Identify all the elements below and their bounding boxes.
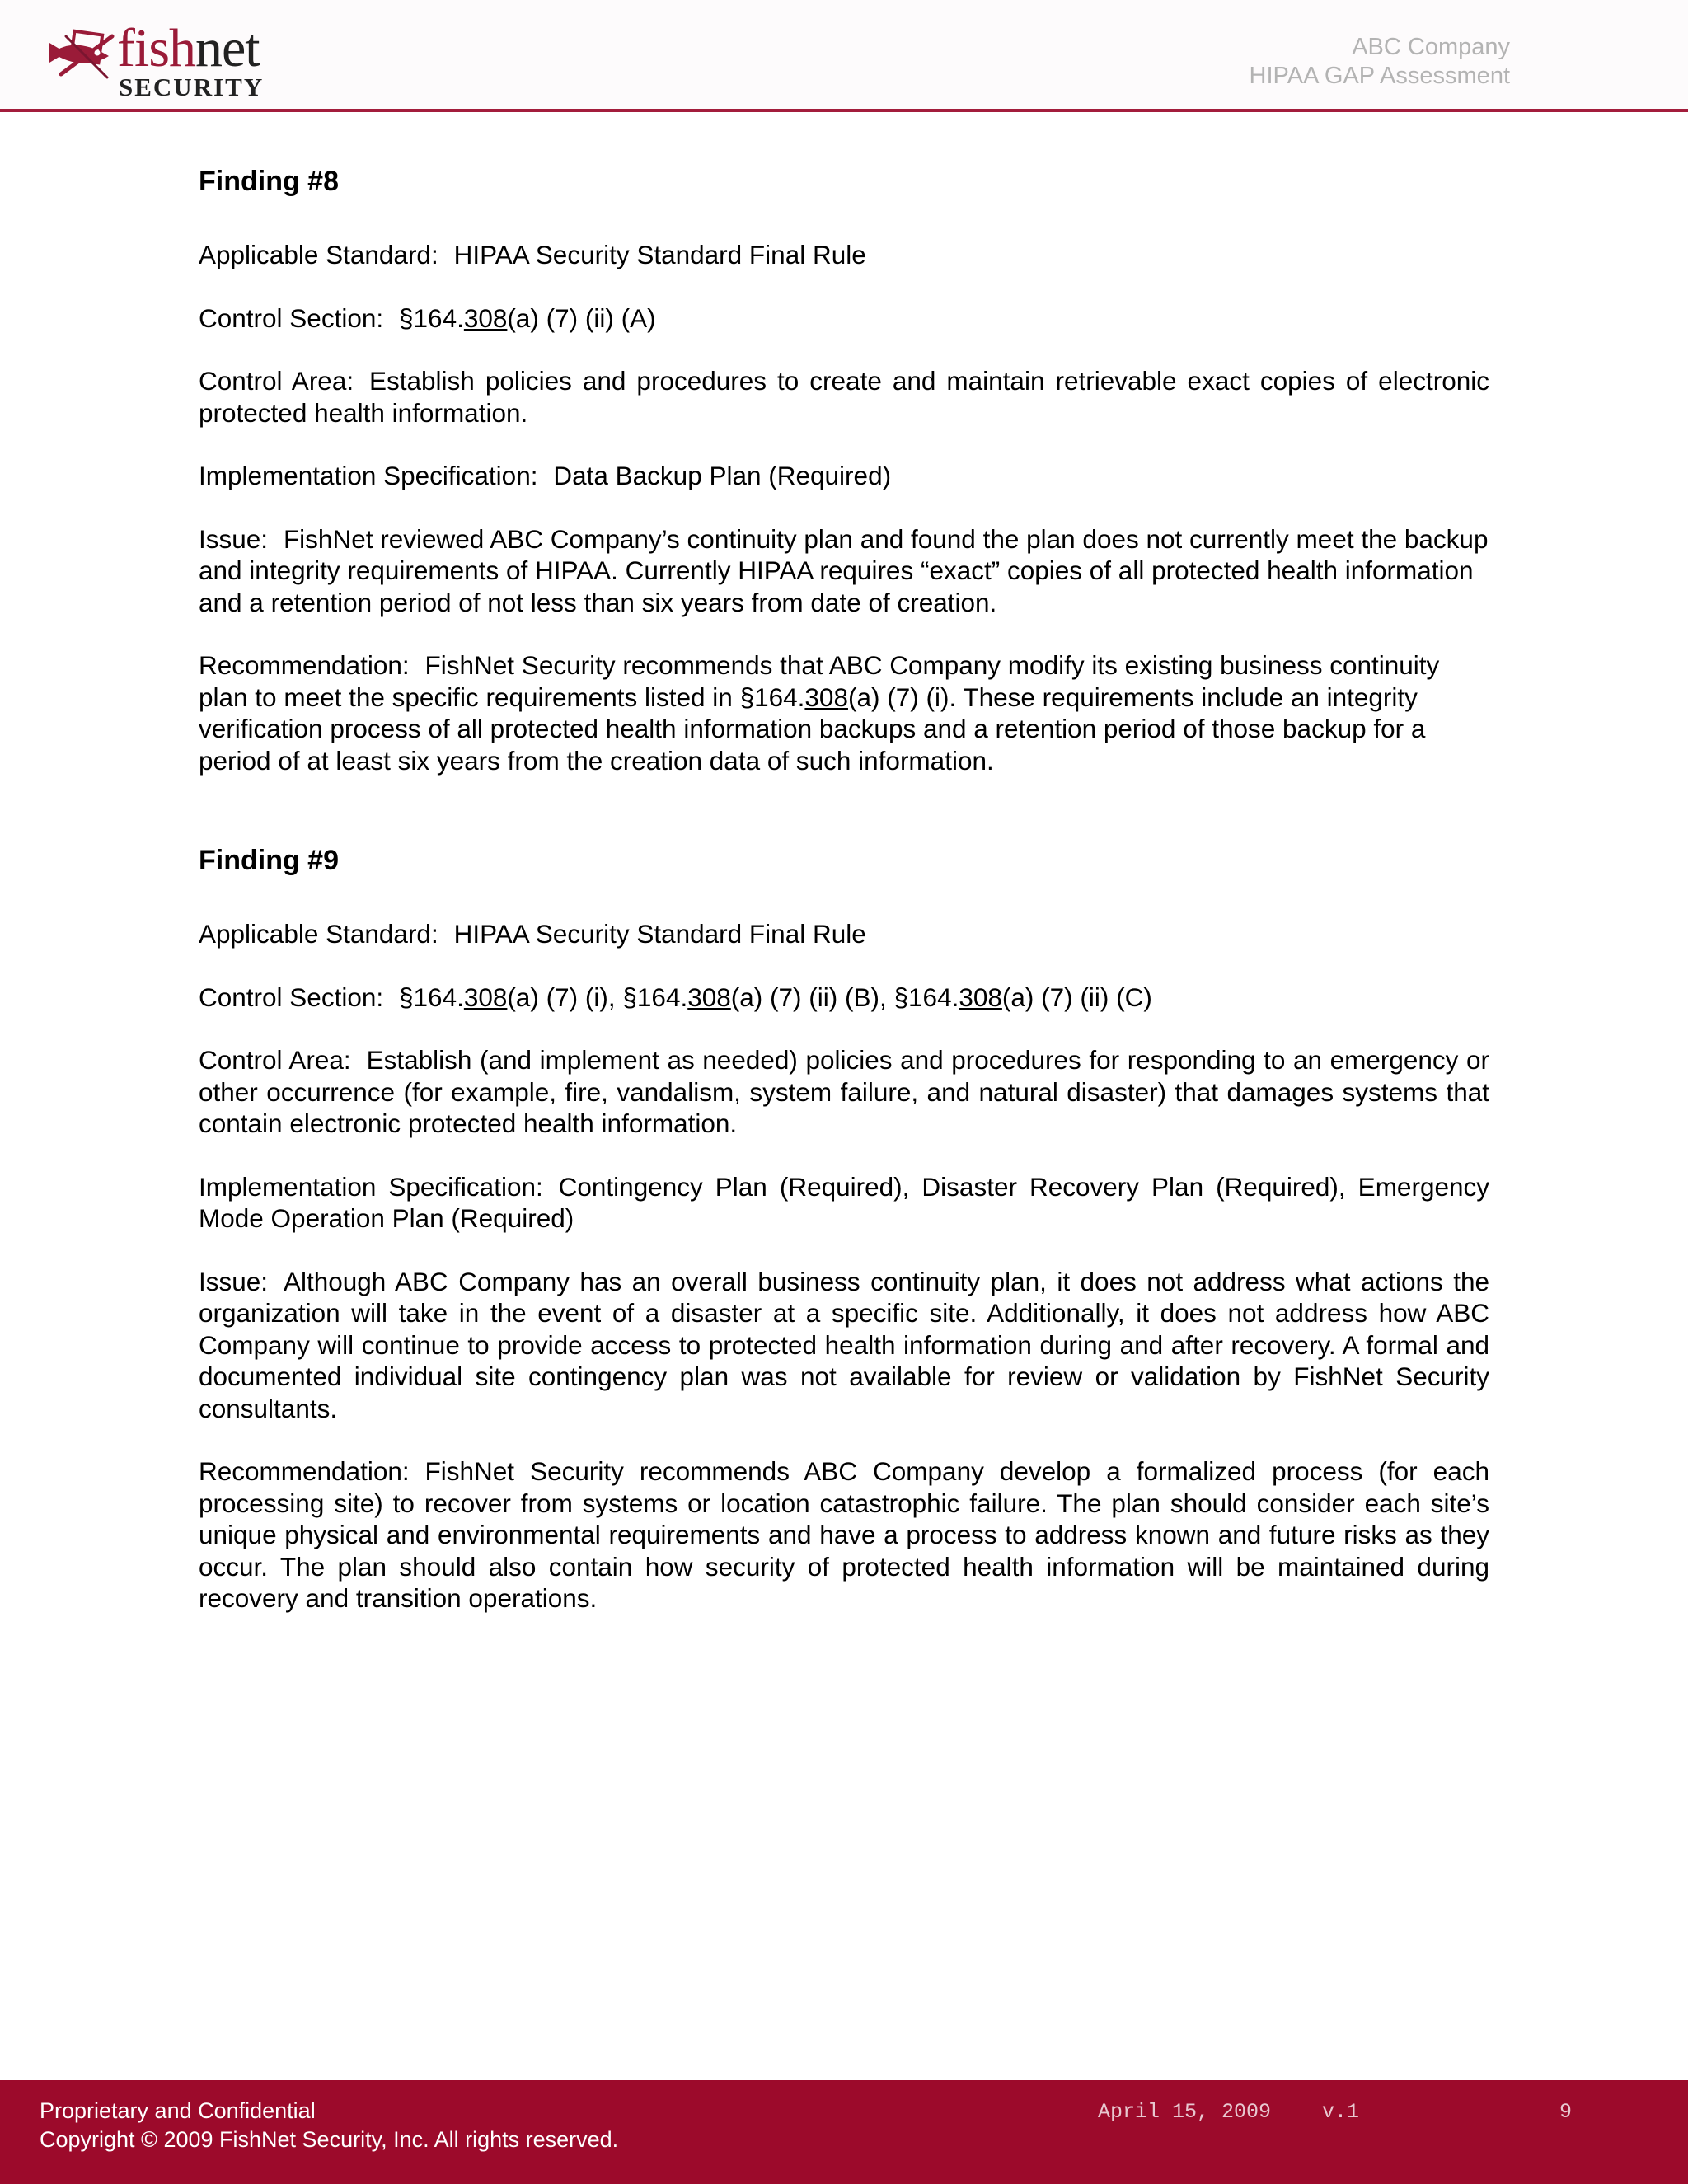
finding-9 bbox=[199, 841, 1489, 1615]
footer-version: v.1 bbox=[1322, 2100, 1360, 2124]
header-document-info bbox=[1250, 33, 1510, 91]
finding-title: Finding #8 bbox=[199, 166, 339, 197]
control-section: Control Section: §164.308(a) (7) (ii) (A) bbox=[199, 302, 656, 333]
footer-confidential: Proprietary and Confidential bbox=[40, 2098, 316, 2123]
fishnet-logo-icon bbox=[49, 28, 117, 86]
control-area: Control Area: Establish policies and procedures to create and maintain retrievable exact copies of electronic protected health information. bbox=[199, 366, 1489, 428]
document-body bbox=[199, 162, 1489, 1646]
control-section: Control Section: §164.308(a) (7) (i), §164.308(a) (7) (ii) (B), §164.308(a) (7) (ii) (C) bbox=[199, 982, 1152, 1012]
fishnet-security-logo bbox=[46, 18, 293, 105]
control-area: Control Area: Establish (and implement as needed) policies and procedures for responding to an emergency or other occurrence (for example, fire, vandalism, system failure, and natural disaster) that damages systems that contain electronic protected health information. bbox=[199, 1045, 1489, 1138]
recommendation: Recommendation: FishNet Security recommends ABC Company develop a formalized process (for each processing site) to recover from systems or location catastrophic failure. The plan should consider each site’s unique physical and environmental requirements and have a process to address known and future risks as they occur. The plan should also contain how security of protected health information will be maintained during recovery and transition operations. bbox=[199, 1456, 1489, 1613]
logo-wordmark: fishnet bbox=[117, 18, 260, 78]
page-number: 9 bbox=[1559, 2100, 1573, 2124]
footer-copyright: Copyright © 2009 FishNet Security, Inc. All rights reserved. bbox=[40, 2127, 619, 2152]
header-company: ABC Company bbox=[1352, 34, 1510, 60]
section-spacer bbox=[199, 808, 1489, 841]
page-header bbox=[0, 0, 1688, 112]
page-footer bbox=[0, 2080, 1688, 2184]
header-document-title: HIPAA GAP Assessment bbox=[1249, 63, 1510, 89]
footer-legal bbox=[40, 2097, 618, 2154]
issue: Issue: FishNet reviewed ABC Company’s continuity plan and found the plan does not currently meet the backup and integrity requirements of HIPAA. Currently HIPAA requires “exact” copies of all protected health information and a retention period of not less than six years from date of creation. bbox=[199, 523, 1489, 617]
issue: Issue: Although ABC Company has an overall business continuity plan, it does not address what actions the organization will take in the event of a disaster at a specific site. Additionally, it does not address how ABC Company will continue to provide access to protected health information during and after recovery. A formal and documented individual site contingency plan was not available for review or validation by FishNet Security consultants. bbox=[199, 1266, 1489, 1423]
applicable-standard: Applicable Standard: HIPAA Security Standard Final Rule bbox=[199, 919, 866, 949]
applicable-standard: Applicable Standard: HIPAA Security Standard Final Rule bbox=[199, 240, 866, 269]
implementation-specification: Implementation Specification: Contingency Plan (Required), Disaster Recovery Plan (Required), Emergency Mode Operation Plan (Required) bbox=[199, 1171, 1490, 1233]
implementation-specification: Implementation Specification: Data Backup Plan (Required) bbox=[199, 461, 892, 490]
finding-title: Finding #9 bbox=[199, 845, 339, 876]
finding-8 bbox=[199, 162, 1489, 776]
recommendation: Recommendation: FishNet Security recommends that ABC Company modify its existing business continuity plan to meet the specific requirements listed in §164.308(a) (7) (i). These requirements include an integrity verification process of all protected health information backups and a retention period of those backup for a period of at least six years from the creation data of such information. bbox=[199, 650, 1440, 776]
footer-date: April 15, 2009 bbox=[1098, 2100, 1272, 2124]
logo-subtitle: SECURITY bbox=[119, 73, 265, 101]
